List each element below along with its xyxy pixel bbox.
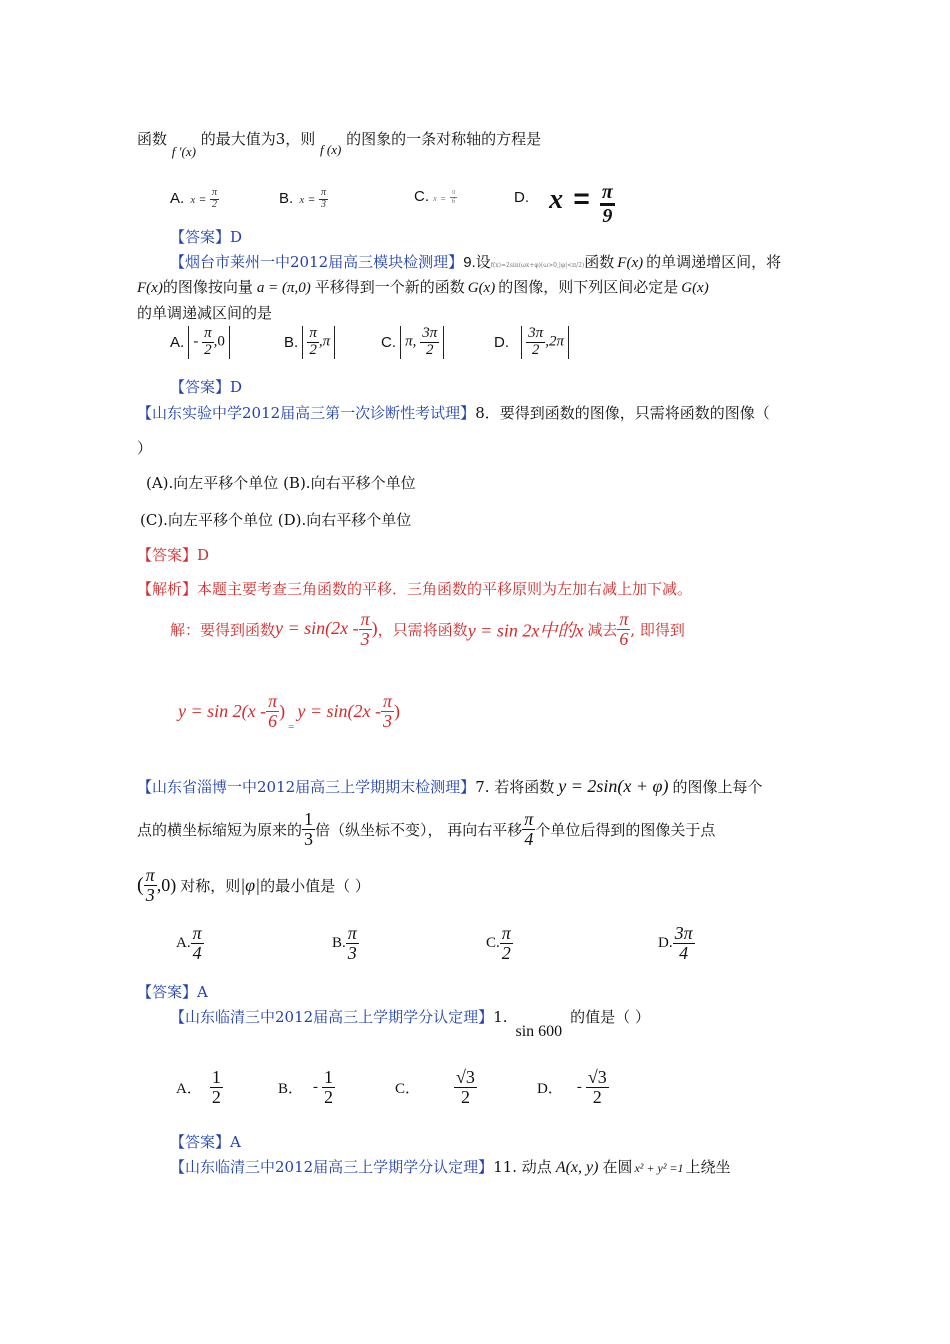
- fraction: [420, 326, 439, 359]
- upper: ,π: [318, 333, 331, 350]
- faint-formula: f(x)=2sin(ωx+φ)(ω>0,|φ|<π/2): [490, 262, 585, 269]
- source-tag: 【山东临清三中2012届高三上学期学分认定理】: [170, 1008, 494, 1026]
- option-d: [514, 182, 615, 227]
- question-yantai-line1: [170, 251, 781, 272]
- paren: (: [137, 873, 144, 896]
- var-x: x: [433, 194, 437, 203]
- option-a: [176, 924, 204, 963]
- numerator: π: [360, 609, 370, 629]
- option-c: [414, 188, 457, 205]
- fraction: [266, 692, 279, 731]
- text: 对称，则: [180, 876, 241, 895]
- numerator: √3: [456, 1067, 475, 1087]
- numerator: π: [212, 187, 218, 198]
- denominator: 4: [192, 942, 202, 963]
- option-label: D.: [514, 189, 529, 207]
- numerator: π: [268, 691, 278, 711]
- option-label: A．: [176, 1080, 202, 1097]
- fraction: [307, 326, 319, 359]
- formula-G: G(x): [681, 280, 709, 296]
- question-number: 1.: [493, 1008, 508, 1026]
- options-ab: (A).向左平移个单位 (B).向右平移个单位: [146, 474, 416, 492]
- denominator: 2: [212, 198, 218, 210]
- source-tag: 【山东省淄博一中2012届高三上学期期末检测理】: [137, 778, 476, 796]
- equals: =: [199, 193, 206, 206]
- option-label: C.: [381, 333, 396, 351]
- paren: ）: [137, 439, 153, 457]
- text: 的图像按向量: [162, 278, 253, 296]
- var-x: x: [299, 193, 305, 206]
- question-number: 11. 动点: [493, 1158, 552, 1176]
- answer: 【答案】D: [170, 228, 243, 246]
- denominator: 4: [679, 942, 689, 963]
- question-shiyan-line1: [137, 402, 770, 423]
- solution-line1: [170, 610, 685, 649]
- option-a: [170, 326, 230, 359]
- denominator: 2: [460, 1086, 470, 1107]
- denominator: 2: [211, 1086, 221, 1107]
- equals: =: [308, 193, 315, 206]
- denominator: 3: [360, 628, 370, 649]
- interval: [188, 326, 230, 359]
- option-label: C.: [486, 934, 500, 951]
- fraction: [202, 326, 214, 359]
- option-a: [170, 188, 219, 210]
- text: ，只需将函数: [377, 620, 468, 639]
- fraction: [381, 692, 394, 731]
- text: 的最大值为3，则: [200, 130, 316, 148]
- text: 函数: [137, 130, 168, 148]
- text: 解：要得到函数: [170, 620, 276, 639]
- formula-G: G(x): [467, 280, 496, 296]
- denominator: 4: [524, 828, 534, 849]
- expr: y = sin(2x -: [275, 617, 359, 638]
- var-x: x: [190, 193, 196, 206]
- sign: -: [576, 1078, 582, 1095]
- source-tag: 【山东实验中学2012届高三第一次诊断性考试理】: [137, 404, 476, 422]
- formula: y = 2sin(x + φ): [558, 776, 669, 796]
- point-A: A(x, y): [555, 1159, 599, 1176]
- equals: =: [440, 194, 446, 203]
- text: 平移得到一个新的函数: [314, 278, 465, 296]
- formula-F: F(x): [137, 280, 163, 296]
- question-zibo-line3: [137, 866, 370, 905]
- text: 的图象的一条对称轴的方程是: [346, 130, 542, 148]
- text: 8．要得到函数的图像，只需将函数的图像（: [475, 404, 770, 422]
- text: 点的横坐标缩短为原来的: [137, 820, 303, 839]
- question-zibo-line1: [137, 776, 763, 797]
- option-d: [494, 326, 569, 359]
- fraction: [526, 326, 545, 359]
- question-number: 7. 若将函数: [475, 778, 555, 796]
- text: 个单位后得到的图像关于点: [535, 820, 716, 839]
- numerator: 1: [211, 1067, 221, 1087]
- formula-f: f (x): [320, 142, 342, 157]
- option-d: [537, 1068, 609, 1107]
- fraction: [500, 924, 513, 963]
- analysis: 【解析】本题主要考查三角函数的平移．三角函数的平移原则为左加右减上加下减。: [137, 580, 693, 598]
- option-b: [332, 924, 359, 963]
- interval: [400, 326, 444, 359]
- denominator: 3: [304, 828, 314, 849]
- option-label: B.: [279, 189, 294, 207]
- numerator: 3π: [674, 923, 693, 943]
- point: ,0): [156, 874, 177, 895]
- expr: ): [279, 700, 286, 721]
- denominator: 3: [347, 942, 357, 963]
- text: 的值是（ ）: [570, 1008, 650, 1026]
- numerator: π: [383, 691, 393, 711]
- fraction: [673, 924, 695, 963]
- expr: ): [371, 617, 378, 638]
- question-top-line1: [137, 128, 542, 159]
- upper: ,2π: [545, 333, 564, 350]
- denominator: 9: [602, 205, 613, 227]
- option-label: D．: [537, 1080, 563, 1097]
- abs-phi: |φ|: [240, 874, 261, 895]
- text: 的图像上每个: [672, 778, 763, 796]
- denominator: 3: [383, 710, 393, 731]
- fraction: [322, 1068, 335, 1107]
- numerator: π: [600, 182, 615, 206]
- expr: y = sin(2x -: [297, 700, 381, 721]
- expr: y = sin 2(x -: [178, 700, 267, 721]
- sign: -: [193, 333, 199, 350]
- solution-line2: [178, 692, 400, 733]
- option-label: D.: [658, 934, 673, 951]
- equals: =: [573, 183, 590, 215]
- denominator: 2: [531, 341, 540, 358]
- option-d: [658, 924, 695, 963]
- denominator: 6: [619, 628, 629, 649]
- numerator: 1: [324, 1067, 334, 1087]
- circle-equation: x² + y² =1: [634, 1161, 684, 1175]
- text: 减去: [587, 620, 618, 639]
- interval: [521, 326, 569, 359]
- option-b: [279, 188, 328, 210]
- option-label: A.: [176, 934, 191, 951]
- text: 函数: [584, 253, 615, 271]
- numerator: π: [145, 865, 155, 885]
- formula-1: [275, 609, 378, 649]
- option-b: [284, 326, 335, 359]
- denominator: 3: [321, 198, 327, 210]
- options-cd: (C).向左平移个单位 (D).向右平移个单位: [140, 511, 412, 529]
- fraction: [346, 924, 359, 963]
- numerator: π: [619, 609, 629, 629]
- vector-a: a = (π,0): [256, 280, 311, 296]
- equals: =: [288, 720, 295, 733]
- numerator: π: [347, 923, 357, 943]
- option-label: B．: [278, 1080, 304, 1097]
- fraction: [586, 1068, 609, 1107]
- denominator: 6: [451, 196, 456, 205]
- denominator: 2: [501, 942, 511, 963]
- numerator: π: [321, 187, 327, 198]
- fraction: [450, 189, 458, 205]
- source-tag: 【山东临清三中2012届高三上学期学分认定理】: [170, 1158, 494, 1176]
- question-number: 9.设: [463, 254, 491, 271]
- text: 在圆: [602, 1158, 633, 1176]
- option-c: [381, 326, 444, 359]
- formula-sin600: sin 600: [515, 1023, 563, 1040]
- text: 上绕坐: [685, 1158, 731, 1176]
- option-label: A.: [170, 333, 185, 351]
- numerator: π: [501, 923, 511, 943]
- formula-2: y = sin 2x中的x: [467, 620, 584, 641]
- numerator: π: [309, 325, 317, 341]
- option-c: [395, 1068, 477, 1107]
- option-c: [486, 924, 513, 963]
- option-label: C.: [414, 188, 429, 205]
- denominator: 2: [309, 341, 317, 358]
- fraction: [319, 188, 328, 210]
- text: 倍（纵坐标不变）， 再向右平移: [315, 820, 523, 839]
- fraction: [191, 924, 204, 963]
- fraction: [522, 810, 535, 849]
- formula-f-prime: f ′(x): [171, 144, 196, 159]
- sign: -: [313, 1078, 319, 1095]
- numerator: π: [192, 923, 202, 943]
- fraction: [454, 1068, 477, 1107]
- answer: 【答案】D: [137, 546, 210, 564]
- text: 的图像，则下列区间必定是: [498, 278, 679, 296]
- option-b: [278, 1068, 335, 1107]
- denominator: 2: [592, 1086, 602, 1107]
- question-zibo-line2: [137, 810, 715, 849]
- option-label: A.: [170, 189, 185, 207]
- denominator: 6: [268, 710, 278, 731]
- question-linqing1-line1: [170, 1006, 650, 1040]
- numerator: π: [524, 809, 534, 829]
- numerator: π: [451, 188, 456, 197]
- fraction: [617, 610, 630, 649]
- fraction: [210, 188, 219, 210]
- text: , 即得到: [630, 620, 685, 639]
- option-label: B.: [284, 333, 299, 351]
- numerator: 3π: [422, 325, 438, 341]
- option-label: C．: [395, 1080, 421, 1097]
- text: 的单调递增区间，将: [646, 253, 782, 271]
- numerator: π: [204, 325, 212, 341]
- var-x: x: [549, 184, 564, 216]
- option-label: D.: [494, 333, 509, 351]
- denominator: 2: [204, 341, 212, 358]
- lower: π,: [405, 333, 417, 350]
- question-yantai-line2: [137, 276, 709, 297]
- answer: 【答案】A: [137, 983, 208, 1001]
- question-linqing11-line1: [170, 1156, 731, 1177]
- denominator: 2: [324, 1086, 334, 1107]
- numerator: 1: [304, 809, 314, 829]
- option-label: B.: [332, 934, 346, 951]
- numerator: 3π: [528, 325, 544, 341]
- answer: 【答案】D: [170, 378, 243, 396]
- expr: ): [394, 700, 401, 721]
- fraction: [302, 810, 315, 849]
- denominator: 2: [425, 341, 434, 358]
- option-a: [176, 1068, 223, 1107]
- fraction: [210, 1068, 223, 1107]
- source-tag: 【烟台市莱州一中2012届高三模块检测理】: [170, 253, 464, 271]
- text: 的最小值是（ ）: [260, 876, 370, 895]
- upper: ,0: [213, 333, 225, 350]
- numerator: √3: [587, 1067, 607, 1087]
- question-yantai-line3: 的单调递减区间的是: [137, 304, 273, 322]
- interval: [302, 326, 335, 359]
- denominator: 3: [145, 884, 155, 905]
- fraction: [600, 182, 615, 227]
- formula-F: F(x): [617, 255, 644, 271]
- fraction: [144, 866, 157, 905]
- fraction: [359, 610, 372, 649]
- answer: 【答案】A: [170, 1133, 241, 1151]
